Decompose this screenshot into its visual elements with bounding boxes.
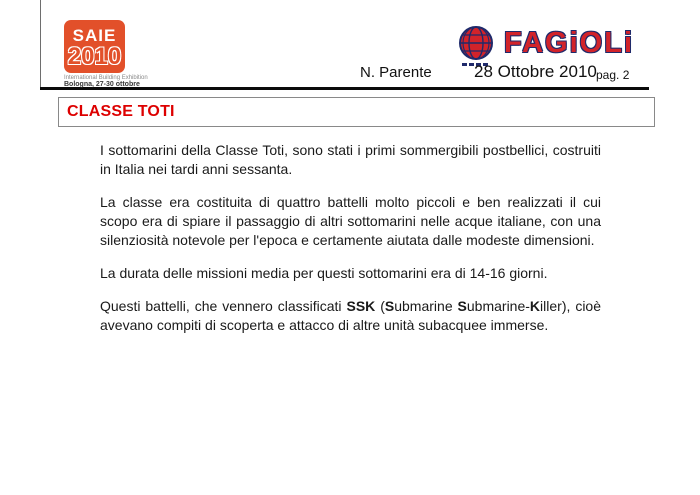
presenter-name: N. Parente xyxy=(360,64,432,81)
paragraph-4 xyxy=(100,297,601,335)
paragraph-3: La durata delle missioni media per questi sottomarini era di 14-16 giorni. xyxy=(100,265,548,281)
saie-logo-caption: International Building Exhibition xyxy=(64,75,148,81)
slide-title-box xyxy=(58,97,655,127)
paragraph-2: La classe era costituita di quattro battelli molto piccoli e ben realizzati il cui scopo era di spiare il passaggio di altri sottomarini nelle acque italiane, con una silenziosità notevole per l'epoca e certamente aiutata dalle modeste dimensioni. xyxy=(100,194,601,248)
paragraph-4-segment: iller), cioè avevano compiti di scoperta e attacco di altre unità subacquee immerse. xyxy=(100,298,601,333)
paragraph-4-segment-bold: SSK xyxy=(346,298,376,314)
saie-2010-logo xyxy=(64,20,125,73)
fagioli-logo-wordmark: FAGiOLi xyxy=(504,27,634,59)
paragraph-4-segment-bold: K xyxy=(529,298,541,314)
paragraph-4-segment-bold: S xyxy=(457,298,467,314)
presentation-date: 28 Ottobre 2010 xyxy=(474,62,597,81)
paragraph-1: I sottomarini della Classe Toti, sono stati i primi sommergibili postbellici, costruiti in Italia nei tardi anni sessanta. xyxy=(100,142,601,177)
paragraph-4-segment: ubmarine xyxy=(394,298,458,314)
paragraph-4-segment-bold: S xyxy=(384,298,395,314)
paragraph-4-segment: ubmarine- xyxy=(466,298,530,314)
slide-title: CLASSE TOTI xyxy=(67,103,175,120)
saie-logo-year: 2010 xyxy=(67,42,122,70)
slide-body xyxy=(100,141,601,349)
page-number: pag. 2 xyxy=(596,68,630,82)
header-left-vertical-rule xyxy=(40,0,41,87)
saie-logo-word: SAIE xyxy=(72,25,117,45)
paragraph-4-segment: ( xyxy=(375,298,385,314)
paragraph-4-segment: Questi battelli, che vennero classificati xyxy=(100,298,347,314)
saie-logo-subcaption: Bologna, 27-30 ottobre xyxy=(64,81,140,88)
